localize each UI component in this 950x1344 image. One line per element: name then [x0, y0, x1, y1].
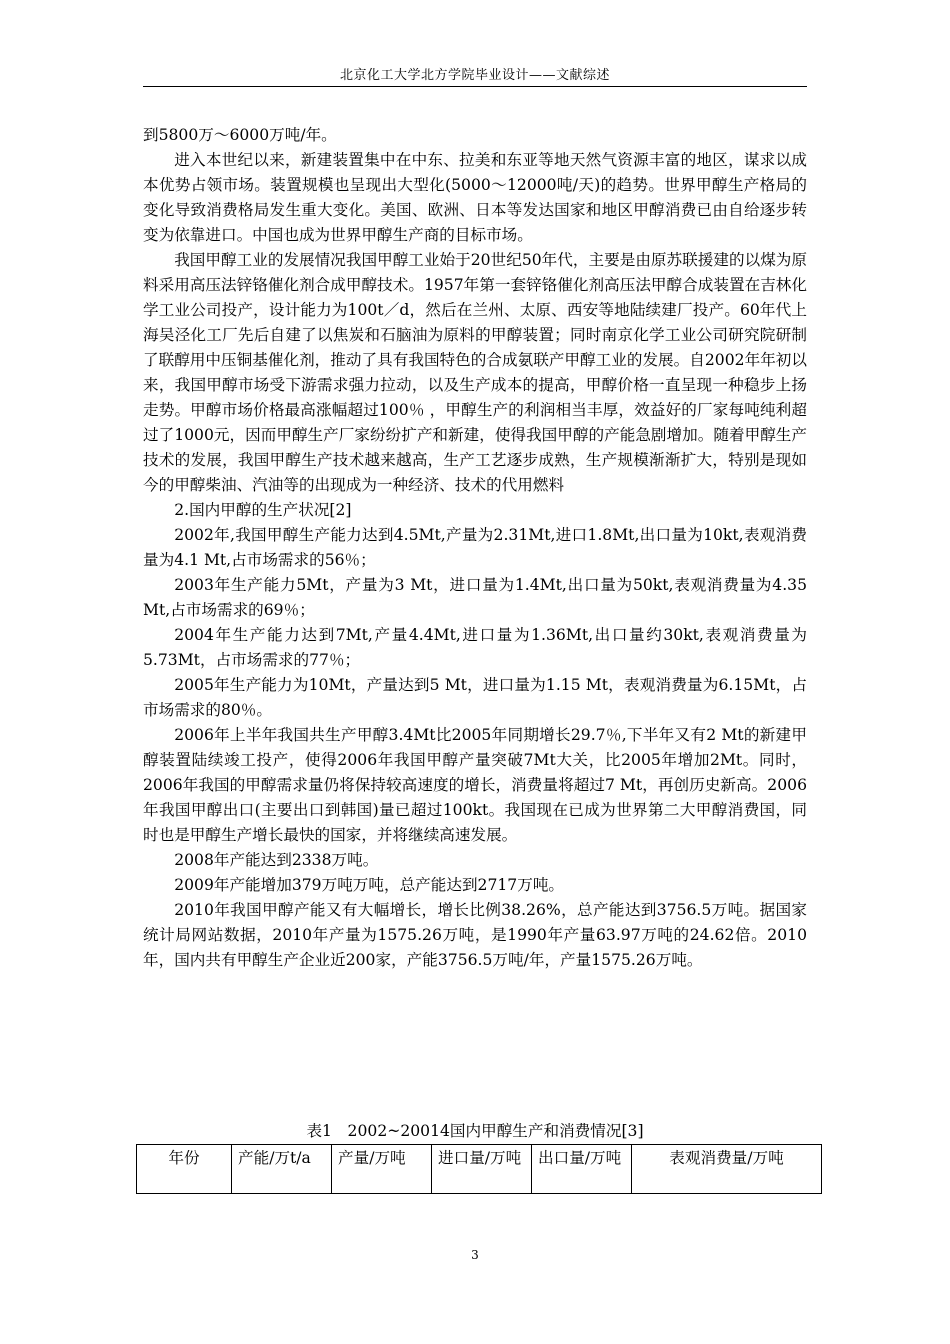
paragraph: 2010年我国甲醇产能又有大幅增长，增长比例38.26%，总产能达到3756.5万吨。据国家统计局网站数据，2010年产量为1575.26万吨，是1990年产量63.97万吨的24.62倍。2010年，国内共有甲醇生产企业近200家，产能3756.5万吨/年，产量1575.26万吨。 [143, 901, 807, 969]
paragraph: 2006年上半年我国共生产甲醇3.4Mt比2005年同期增长29.7％,下半年又有2 Mt的新建甲醇装置陆续竣工投产，使得2006年我国甲醇产量突破7Mt大关，比2005年增加2Mt。同时，2006年我国的甲醇需求量仍将保持较高速度的增长，消费量将超过7 Mt，再创历史新高。2006年我国甲醇出口(主要出口到韩国)量已超过100kt。我国现在已成为世界第二大甲醇消费国，同时也是甲醇生产增长最快的国家，并将继续高速发展。 [143, 726, 807, 844]
paragraph: 2002年,我国甲醇生产能力达到4.5Mt,产量为2.31Mt,进口1.8Mt,出口量为10kt,表观消费量为4.1 Mt,占市场需求的56％； [143, 526, 807, 569]
paragraph: 2005年生产能力为10Mt，产量达到5 Mt，进口量为1.15 Mt，表观消费量为6.15Mt，占市场需求的80％。 [143, 676, 807, 719]
column-header-consumption: 表观消费量/万吨 [632, 1145, 822, 1194]
table-header-row [137, 1145, 822, 1194]
column-header-export: 出口量/万吨 [532, 1145, 632, 1194]
column-header-output: 产量/万吨 [332, 1145, 432, 1194]
paragraph: 到5800万～6000万吨/年。 [143, 126, 337, 144]
table-caption: 表1 2002~20014国内甲醇生产和消费情况[3] [306, 1122, 644, 1140]
paragraph: 2008年产能达到2338万吨。 [174, 851, 379, 869]
page-number: 3 [471, 1248, 479, 1262]
column-header-import: 进口量/万吨 [432, 1145, 532, 1194]
header-divider [143, 86, 807, 87]
page-header: 北京化工大学北方学院毕业设计——文献综述 [339, 68, 610, 83]
paragraph: 进入本世纪以来，新建装置集中在中东、拉美和东亚等地天然气资源丰富的地区，谋求以成本优势占领市场。装置规模也呈现出大型化(5000～12000吨/天)的趋势。世界甲醇生产格局的变化导致消费格局发生重大变化。美国、欧洲、日本等发达国家和地区甲醇消费已由自给逐步转变为依靠进口。中国也成为世界甲醇生产商的目标市场。 [143, 151, 807, 244]
paragraph: 我国甲醇工业的发展情况我国甲醇工业始于20世纪50年代，主要是由原苏联援建的以煤为原料采用高压法锌铬催化剂合成甲醇技术。1957年第一套锌铬催化剂高压法甲醇合成装置在吉林化学工业公司投产，设计能力为100t／d，然后在兰州、太原、西安等地陆续建厂投产。60年代上海吴泾化工厂先后自建了以焦炭和石脑油为原料的甲醇装置；同时南京化学工业公司研究院研制了联醇用中压铜基催化剂，推动了具有我国特色的合成氨联产甲醇工业的发展。自2002年年初以来，我国甲醇市场受下游需求强力拉动，以及生产成本的提高，甲醇价格一直呈现一种稳步上扬走势。甲醇市场价格最高涨幅超过100％ ，甲醇生产的利润相当丰厚，效益好的厂家每吨纯利超过了1000元，因而甲醇生产厂家纷纷扩产和新建，使得我国甲醇的产能急剧增加。随着甲醇生产技术的发展，我国甲醇生产技术越来越高，生产工艺逐步成熟，生产规模渐渐扩大，特别是现如今的甲醇柴油、汽油等的出现成为一种经济、技术的代用燃料 [143, 251, 807, 494]
paragraph: 2004年生产能力达到7Mt,产量4.4Mt,进口量为1.36Mt,出口量约30kt,表观消费量为5.73Mt，占市场需求的77％； [143, 626, 807, 669]
production-table [136, 1144, 822, 1194]
column-header-capacity: 产能/万t/a [232, 1145, 332, 1194]
paragraph: 2009年产能增加379万吨万吨，总产能达到2717万吨。 [174, 876, 565, 894]
body-text [143, 123, 807, 973]
paragraph: 2003年生产能力5Mt，产量为3 Mt，进口量为1.4Mt,出口量为50kt,表观消费量为4.35 Mt,占市场需求的69％； [143, 576, 807, 619]
column-header-year: 年份 [137, 1145, 232, 1194]
section-heading: 2.国内甲醇的生产状况[2] [174, 501, 352, 519]
